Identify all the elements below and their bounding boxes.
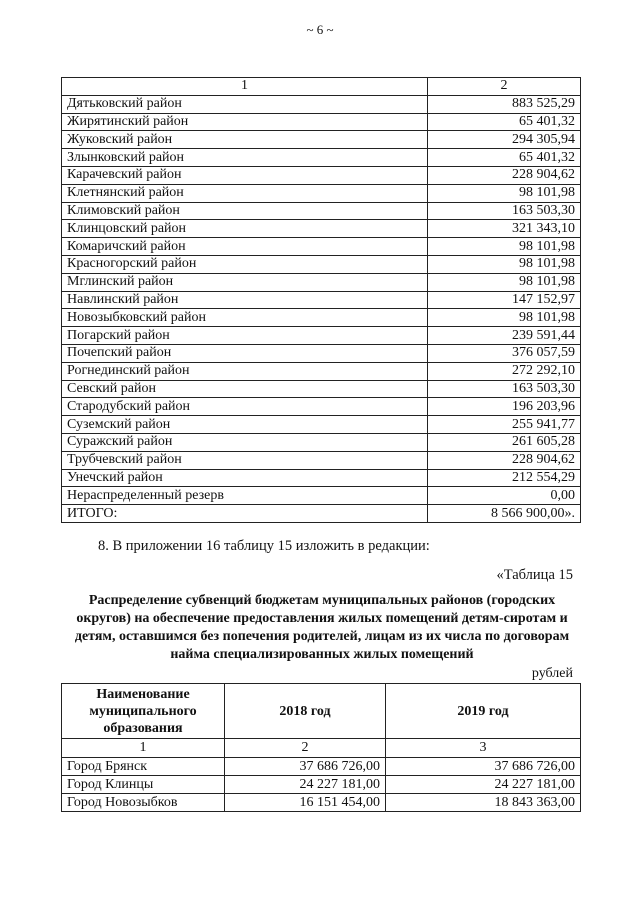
allocation-table-continued: [61, 77, 581, 523]
amount: 24 227 181,00: [225, 776, 386, 794]
table-row: [62, 309, 581, 327]
column-number: 1: [62, 739, 225, 758]
table-row: [62, 220, 581, 238]
table-row: [62, 95, 581, 113]
district-name: Красногорский район: [62, 255, 428, 273]
municipality-name: Город Брянск: [62, 758, 225, 776]
amount: 65 401,32: [428, 149, 581, 167]
column-header-municipality: Наименование муниципального образования: [62, 684, 225, 739]
district-name: Суземский район: [62, 416, 428, 434]
amount: 163 503,30: [428, 202, 581, 220]
district-name: ИТОГО:: [62, 505, 428, 523]
district-name: Трубчевский район: [62, 451, 428, 469]
table-row: [62, 451, 581, 469]
table-heading: Распределение субвенций бюджетам муниципальных районов (городских округов) на обеспечение предоставления жилых помещений детям-сиротам и детям, оставшимся без попечения родителей, лицам из их числа по договорам найма специализированных жилых помещений: [74, 593, 570, 662]
amount: 212 554,29: [428, 469, 581, 487]
amount: 98 101,98: [428, 309, 581, 327]
amount: 37 686 726,00: [225, 758, 386, 776]
amount: 24 227 181,00: [386, 776, 581, 794]
district-name: Севский район: [62, 380, 428, 398]
amount: 272 292,10: [428, 362, 581, 380]
column-number: 2: [428, 78, 581, 96]
amount: 16 151 454,00: [225, 794, 386, 812]
district-name: Клетнянский район: [62, 184, 428, 202]
amount: 196 203,96: [428, 398, 581, 416]
district-name: Злынковский район: [62, 149, 428, 167]
district-name: Нераспределенный резерв: [62, 487, 428, 505]
column-number: 3: [386, 739, 581, 758]
district-name: Дятьковский район: [62, 95, 428, 113]
table-label: «Таблица 15: [496, 567, 573, 583]
district-name: Мглинский район: [62, 273, 428, 291]
subvention-table: [61, 683, 581, 812]
amendment-paragraph: 8. В приложении 16 таблицу 15 изложить в редакции:: [98, 538, 430, 554]
municipality-name: Город Клинцы: [62, 776, 225, 794]
total-row: [62, 505, 581, 523]
district-name: Рогнединский район: [62, 362, 428, 380]
table-row: [62, 255, 581, 273]
table-row: [62, 794, 581, 812]
amount: 147 152,97: [428, 291, 581, 309]
amount: 239 591,44: [428, 327, 581, 345]
amount: 37 686 726,00: [386, 758, 581, 776]
table-row: [62, 238, 581, 256]
district-name: Погарский район: [62, 327, 428, 345]
district-name: Комаричский район: [62, 238, 428, 256]
table-row: [62, 380, 581, 398]
amount: 98 101,98: [428, 273, 581, 291]
table-row: [62, 327, 581, 345]
amount: 883 525,29: [428, 95, 581, 113]
amount: 228 904,62: [428, 166, 581, 184]
amount: 0,00: [428, 487, 581, 505]
district-name: Почепский район: [62, 344, 428, 362]
amount: 261 605,28: [428, 433, 581, 451]
table-row: [62, 758, 581, 776]
district-name: Жирятинский район: [62, 113, 428, 131]
column-number: 2: [225, 739, 386, 758]
table-row: [62, 131, 581, 149]
table-row: [62, 202, 581, 220]
amount: 376 057,59: [428, 344, 581, 362]
table-row: [62, 416, 581, 434]
table-row: [62, 362, 581, 380]
district-name: Суражский район: [62, 433, 428, 451]
table-row: [62, 273, 581, 291]
table-row: [62, 184, 581, 202]
table-row: [62, 149, 581, 167]
amount: 98 101,98: [428, 255, 581, 273]
amount: 228 904,62: [428, 451, 581, 469]
district-name: Климовский район: [62, 202, 428, 220]
table-row: [62, 291, 581, 309]
amount: 255 941,77: [428, 416, 581, 434]
table-row: [62, 469, 581, 487]
district-name: Стародубский район: [62, 398, 428, 416]
column-header-2019: 2019 год: [386, 684, 581, 739]
district-name: Жуковский район: [62, 131, 428, 149]
district-name: Навлинский район: [62, 291, 428, 309]
table-row: [62, 344, 581, 362]
district-name: Клинцовский район: [62, 220, 428, 238]
district-name: Карачевский район: [62, 166, 428, 184]
amount: 8 566 900,00».: [428, 505, 581, 523]
amount: 163 503,30: [428, 380, 581, 398]
table-row: [62, 433, 581, 451]
amount: 65 401,32: [428, 113, 581, 131]
unit-label: рублей: [531, 666, 573, 681]
table-row: [62, 487, 581, 505]
amount: 98 101,98: [428, 184, 581, 202]
district-name: Унечский район: [62, 469, 428, 487]
table-row: [62, 113, 581, 131]
amount: 18 843 363,00: [386, 794, 581, 812]
page-number: ~ 6 ~: [306, 22, 334, 37]
column-number: 1: [62, 78, 428, 96]
table-row: [62, 398, 581, 416]
municipality-name: Город Новозыбков: [62, 794, 225, 812]
district-name: Новозыбковский район: [62, 309, 428, 327]
amount: 294 305,94: [428, 131, 581, 149]
column-number-row: [62, 739, 581, 758]
amount: 321 343,10: [428, 220, 581, 238]
column-header-2018: 2018 год: [225, 684, 386, 739]
column-number-row: [62, 78, 581, 96]
table-row: [62, 166, 581, 184]
table-row: [62, 776, 581, 794]
amount: 98 101,98: [428, 238, 581, 256]
